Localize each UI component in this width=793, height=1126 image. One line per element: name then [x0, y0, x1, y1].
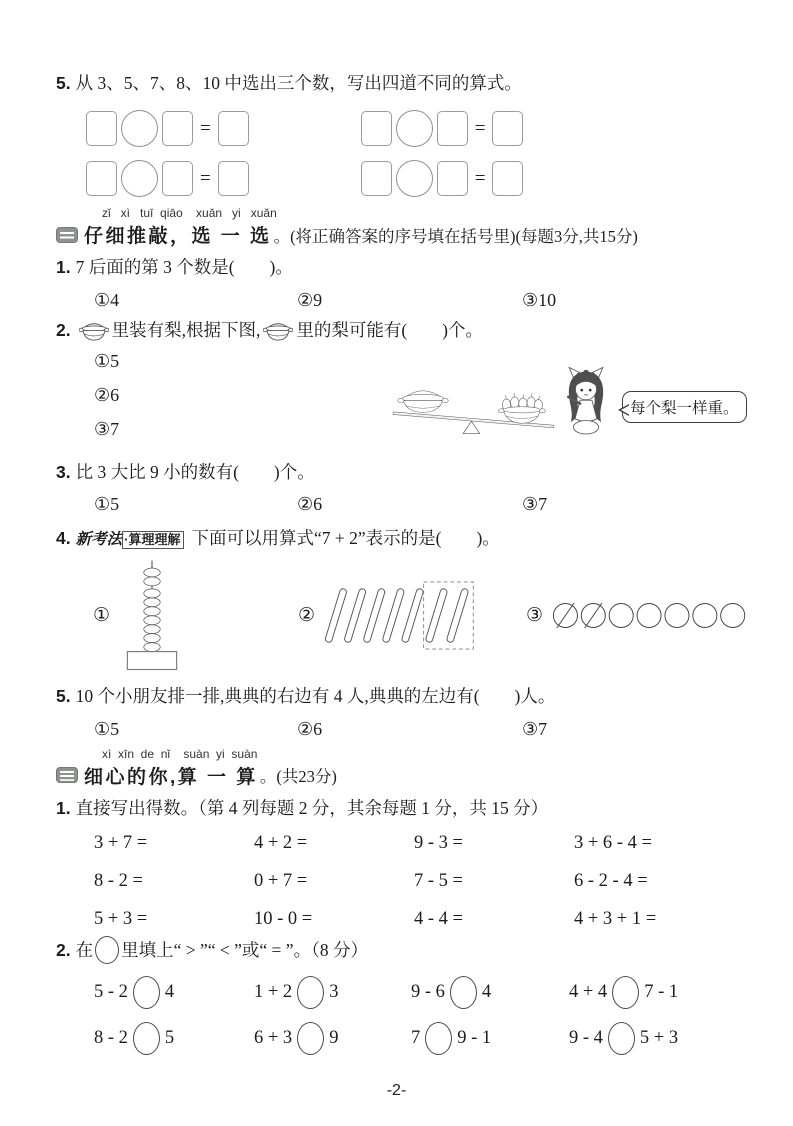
- section-title: 仔细推敲，选 一 选: [84, 226, 272, 248]
- equation-template-grid: [86, 110, 757, 197]
- comparison-circle: [612, 976, 639, 1009]
- calc-item: 5 + 3 =: [94, 909, 148, 930]
- equals-sign: =: [474, 117, 486, 139]
- option-3-circles: [526, 600, 751, 631]
- calc-item: 9 - 3 =: [414, 833, 463, 854]
- option-2: ②9: [297, 289, 323, 310]
- option-2: ②6: [297, 718, 323, 739]
- notebook-icon: [56, 227, 78, 243]
- section-title: 细心的你,算 一 算: [84, 766, 258, 788]
- left-expression: 4 + 4: [569, 982, 608, 1003]
- equation-template: [86, 160, 249, 197]
- right-expression: 3: [329, 982, 339, 1003]
- question-number: 2.: [56, 940, 71, 961]
- question-number: 2.: [56, 319, 71, 340]
- question-number: 5.: [56, 686, 71, 707]
- right-expression: 5 + 3: [639, 1028, 679, 1049]
- section-calculate: [56, 748, 757, 789]
- question-1-options: [94, 290, 757, 311]
- speech-bubble: [622, 391, 747, 423]
- operator-circle: [121, 110, 158, 147]
- speech-bubble-text: 每个梨一样重。: [630, 399, 739, 417]
- new-method-badge: 新考法: [75, 531, 123, 549]
- option-1: ①5: [94, 350, 120, 371]
- calc-item: 4 - 4 =: [414, 909, 463, 930]
- compare-item: [254, 976, 411, 1009]
- calc-item: 3 + 6 - 4 =: [574, 833, 652, 854]
- question-write-equations: [56, 70, 757, 96]
- operator-circle: [396, 160, 433, 197]
- section-choose: [56, 207, 757, 248]
- left-expression: 5 - 2: [94, 982, 128, 1003]
- compare-item: [94, 1022, 254, 1055]
- calc-grid: [94, 833, 757, 930]
- section-pinyin: zǐ xì tuī qiāo xuǎn yi xuǎn: [102, 206, 277, 221]
- question-text: 7 后面的第 3 个数是( )。: [75, 257, 293, 278]
- right-expression: 5: [164, 1028, 175, 1049]
- option-3: ③7: [522, 718, 548, 739]
- compare-item: [94, 976, 254, 1009]
- comparison-circle: [297, 1022, 324, 1055]
- question-2-options: [94, 351, 389, 440]
- option-2: ②6: [94, 384, 120, 405]
- calc-item: 6 - 2 - 4 =: [574, 871, 648, 892]
- option-mark: ②: [298, 604, 316, 626]
- equals-sign: =: [200, 117, 211, 139]
- answer-box: [492, 161, 523, 196]
- option-3: ③10: [522, 289, 557, 310]
- question-calc: [56, 795, 757, 821]
- covered-basket-icon: [79, 318, 109, 341]
- option-1-abacus: [93, 559, 298, 671]
- calc-item: 3 + 7 =: [94, 833, 148, 854]
- covered-basket-left: [398, 391, 448, 413]
- notebook-icon: [56, 767, 78, 783]
- question-text: 比 3 大比 9 小的数有( )个。: [75, 461, 315, 482]
- comparison-circle: [297, 976, 324, 1009]
- calc-item: 7 - 5 =: [414, 871, 463, 892]
- question-4: [56, 525, 757, 551]
- right-expression: 4: [164, 982, 175, 1003]
- compare-item: [411, 976, 569, 1009]
- question-2: [56, 317, 757, 343]
- question-number: 5.: [56, 73, 71, 93]
- comparison-circle: [133, 976, 160, 1009]
- compare-item: [411, 1022, 569, 1055]
- option-3: ③7: [522, 494, 548, 515]
- section-title-row: [56, 221, 757, 248]
- operand-box: [162, 161, 193, 196]
- comparison-circle: [133, 1022, 160, 1055]
- operand-box: [361, 111, 392, 146]
- question-text-before: 里装有梨,根据下图,: [111, 319, 261, 340]
- question-text-after: 里填上“ > ”“ < ”或“ = ”。（8 分）: [121, 940, 368, 961]
- compare-item: [254, 1022, 411, 1055]
- girl-illustration: [559, 364, 613, 450]
- operand-box: [86, 161, 117, 196]
- balance-illustration-group: [389, 361, 747, 453]
- question-text-before: 在: [75, 940, 94, 961]
- option-2: ②6: [297, 494, 323, 515]
- question-text: 直接写出得数。（第 4 列每题 2 分，其余每题 1 分，共 15 分）: [75, 797, 549, 818]
- operator-circle: [396, 110, 433, 147]
- question-number: 4.: [56, 528, 71, 549]
- left-expression: 9 - 6: [411, 982, 445, 1003]
- operand-box: [162, 111, 193, 146]
- page-number: -2-: [386, 1082, 407, 1099]
- comparison-circle-example: [95, 936, 119, 964]
- answer-box: [218, 161, 249, 196]
- left-expression: 9 - 4: [569, 1028, 603, 1049]
- option-2-sticks: [298, 579, 526, 652]
- operand-box: [437, 111, 468, 146]
- question-1: [56, 254, 757, 280]
- equals-sign: =: [200, 167, 211, 189]
- section-pinyin: xì xīn de nǐ suàn yi suàn: [102, 746, 258, 761]
- covered-basket-icon: [263, 318, 293, 341]
- calc-item: 4 + 3 + 1 =: [574, 909, 657, 930]
- question-5: [56, 683, 757, 709]
- comparison-circle: [450, 976, 477, 1009]
- question-text-after: 里的梨可能有( )个。: [296, 319, 484, 340]
- question-3: [56, 459, 757, 485]
- calc-item: 8 - 2 =: [94, 871, 143, 892]
- equation-template: [86, 110, 249, 147]
- option-mark: ③: [526, 604, 544, 626]
- question-number: 3.: [56, 461, 71, 482]
- operator-circle: [121, 160, 158, 197]
- operand-box: [437, 161, 468, 196]
- section-note: 。(共23分): [259, 767, 337, 787]
- left-expression: 1 + 2: [254, 982, 293, 1003]
- comparison-circle: [425, 1022, 452, 1055]
- calc-item: 10 - 0 =: [254, 909, 313, 930]
- compare-grid: [94, 976, 757, 1055]
- question-number: 1.: [56, 257, 71, 278]
- comparison-circle: [608, 1022, 635, 1055]
- calc-item: 0 + 7 =: [254, 871, 308, 892]
- right-expression: 9 - 1: [457, 1028, 492, 1049]
- option-mark: ①: [93, 604, 111, 626]
- answer-box: [492, 111, 523, 146]
- option-3: ③7: [94, 418, 120, 439]
- question-3-options: [94, 494, 757, 515]
- compare-item: [569, 976, 757, 1009]
- right-expression: 9: [329, 1028, 339, 1049]
- question-compare: [56, 936, 757, 964]
- question-text: 下面可以用算式“7 + 2”表示的是( )。: [191, 528, 500, 549]
- crossed-circles-illustration: [551, 600, 751, 631]
- calc-item: 4 + 2 =: [254, 833, 308, 854]
- pear-basket-right: [498, 393, 545, 423]
- option-1: ①5: [94, 494, 120, 515]
- equation-template: [361, 110, 524, 147]
- option-1: ①5: [94, 718, 120, 739]
- question-number: 1.: [56, 797, 71, 818]
- operand-box: [86, 111, 117, 146]
- new-method-badge-label: ·算理理解: [122, 531, 184, 549]
- question-text: 从 3、5、7、8、10 中选出三个数，写出四道不同的算式。: [75, 73, 522, 93]
- question-4-options: [93, 559, 757, 671]
- left-expression: 6 + 3: [254, 1028, 293, 1049]
- compare-item: [569, 1022, 757, 1055]
- answer-box: [218, 111, 249, 146]
- bead-rod-illustration: [118, 559, 186, 671]
- question-text: 10 个小朋友排一排,典典的右边有 4 人,典典的左边有( )人。: [75, 686, 556, 707]
- left-expression: 8 - 2: [94, 1028, 128, 1049]
- seesaw-balance-illustration: [389, 361, 559, 453]
- tally-sticks-illustration: [323, 579, 481, 652]
- option-1: ①4: [94, 289, 120, 310]
- operand-box: [361, 161, 392, 196]
- question-2-body: [56, 351, 757, 453]
- equation-template: [361, 160, 524, 197]
- section-note: 。(将正确答案的序号填在括号里)(每题3分,共15分): [273, 226, 638, 246]
- section-title-row: [56, 762, 757, 789]
- left-expression: 7: [411, 1028, 421, 1049]
- right-expression: 4: [481, 982, 492, 1003]
- equals-sign: =: [474, 167, 486, 189]
- question-5-options: [94, 719, 757, 740]
- right-expression: 7 - 1: [644, 982, 679, 1003]
